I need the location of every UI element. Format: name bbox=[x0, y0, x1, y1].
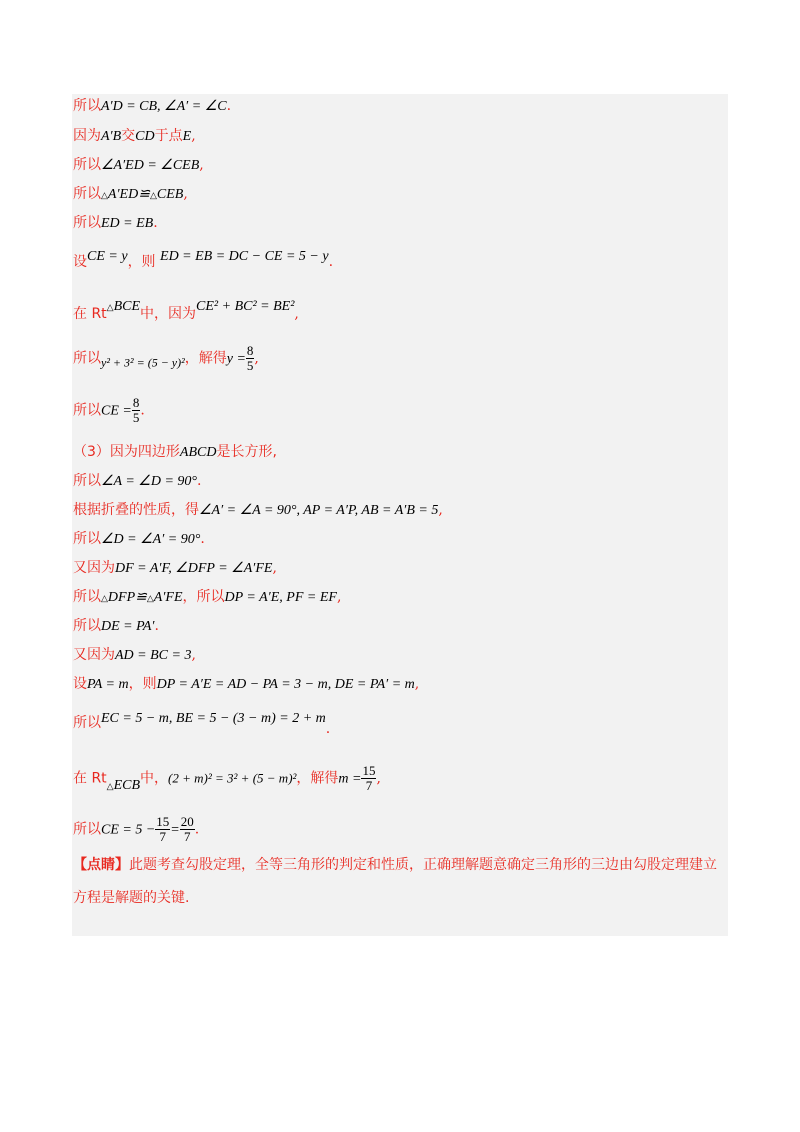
math-expression: (2 + m)² = 3² + (5 − m)² bbox=[168, 770, 297, 786]
math-variable: m = bbox=[338, 771, 362, 787]
fraction-denominator: 7 bbox=[365, 778, 373, 793]
punctuation: , bbox=[183, 186, 188, 202]
fraction-denominator: 7 bbox=[159, 829, 167, 844]
math-expression: ED = EB bbox=[101, 216, 154, 231]
key-point-note-continued bbox=[73, 889, 189, 907]
fraction-numerator: 20 bbox=[180, 814, 194, 829]
punctuation: . bbox=[140, 402, 145, 419]
step-line bbox=[73, 815, 199, 844]
triangle-icon: △ bbox=[101, 190, 108, 200]
step-line bbox=[73, 156, 204, 175]
math-expression: EC = 5 − m, BE = 5 − (3 − m) = 2 + m bbox=[101, 711, 326, 726]
math-expression: CE² + BC² = BE² bbox=[196, 299, 295, 314]
punctuation: , bbox=[272, 560, 277, 576]
triangle-icon: △ bbox=[101, 593, 108, 603]
step-prefix: 所以 bbox=[73, 98, 101, 114]
step-text: ，则 bbox=[127, 254, 156, 270]
punctuation: . bbox=[200, 531, 205, 547]
math-expression: ECB bbox=[113, 777, 141, 793]
math-expression: DFP≌ bbox=[107, 590, 147, 605]
step-prefix: 在 Rt bbox=[73, 770, 107, 787]
note-text: 方程是解题的关键. bbox=[73, 890, 190, 906]
step-line bbox=[73, 443, 277, 462]
math-expression: ∠D = ∠A′ = 90° bbox=[101, 532, 201, 547]
punctuation: . bbox=[153, 215, 158, 231]
math-expression: DF = A′F, ∠DFP = ∠A′FE bbox=[115, 561, 273, 576]
fraction-denominator: 5 bbox=[246, 358, 254, 373]
step-prefix: 因为 bbox=[73, 128, 101, 144]
punctuation: . bbox=[226, 98, 232, 114]
punctuation: , bbox=[294, 306, 299, 322]
step-line bbox=[73, 396, 145, 425]
step-line bbox=[73, 97, 231, 116]
fraction bbox=[361, 764, 376, 793]
math-expression: PA = m bbox=[87, 677, 129, 692]
punctuation: , bbox=[376, 770, 381, 787]
punctuation: . bbox=[197, 473, 202, 489]
triangle-icon: △ bbox=[106, 780, 114, 791]
step-prefix: 又因为 bbox=[73, 647, 115, 663]
step-prefix: 又因为 bbox=[73, 560, 115, 576]
step-text: ，所以 bbox=[182, 589, 225, 605]
step-line bbox=[73, 214, 158, 233]
math-expression: ABCD bbox=[179, 445, 217, 460]
math-expression: ∠A = ∠D = 90° bbox=[101, 474, 198, 489]
math-variable: y = bbox=[226, 351, 246, 367]
punctuation: , bbox=[191, 128, 196, 144]
math-expression: A′D = CB, ∠A′ = ∠C bbox=[101, 99, 227, 114]
step-line bbox=[73, 185, 188, 204]
math-expression: CE = y bbox=[87, 249, 128, 264]
step-text: ，解得 bbox=[184, 350, 227, 367]
fraction-numerator: 8 bbox=[132, 395, 140, 410]
step-prefix: 所以 bbox=[73, 157, 101, 173]
step-line bbox=[73, 298, 299, 323]
fraction-denominator: 5 bbox=[132, 410, 140, 425]
step-text: ，则 bbox=[128, 676, 157, 692]
step-line bbox=[73, 248, 333, 271]
step-prefix: 所以 bbox=[73, 531, 101, 547]
math-expression: DP = A′E, PF = EF bbox=[224, 590, 337, 605]
punctuation: , bbox=[336, 589, 342, 605]
step-prefix: 根据折叠的性质，得 bbox=[73, 502, 199, 518]
math-expression: A′FE bbox=[153, 590, 183, 605]
step-text: 是长方形, bbox=[216, 444, 277, 460]
punctuation: . bbox=[194, 821, 200, 838]
step-line bbox=[73, 472, 201, 491]
key-point-note bbox=[73, 856, 717, 874]
math-expression: CD bbox=[135, 129, 155, 144]
step-text: 中， bbox=[140, 770, 169, 787]
punctuation: , bbox=[438, 502, 443, 518]
punctuation: . bbox=[328, 254, 334, 270]
step-line bbox=[73, 559, 277, 578]
step-prefix: 所以 bbox=[73, 821, 101, 838]
punctuation: , bbox=[191, 647, 196, 663]
step-text: 交 bbox=[121, 128, 136, 144]
math-expression: AD = BC = 3 bbox=[115, 648, 192, 663]
math-expression: ∠A′ = ∠A = 90°, AP = A′P, AB = A′B = 5 bbox=[199, 503, 439, 518]
step-line bbox=[73, 530, 205, 549]
step-prefix: 设 bbox=[73, 676, 87, 692]
step-prefix: 所以 bbox=[73, 589, 101, 605]
step-line bbox=[73, 764, 381, 795]
step-prefix: 所以 bbox=[73, 618, 101, 634]
math-expression: y² + 3² = (5 − y)² bbox=[101, 355, 185, 370]
step-prefix: 所以 bbox=[73, 402, 101, 419]
triangle-icon: △ bbox=[106, 302, 114, 312]
step-line bbox=[73, 344, 259, 373]
step-prefix: 所以 bbox=[73, 350, 101, 367]
math-expression: A′B bbox=[101, 129, 122, 144]
fraction-numerator: 8 bbox=[246, 343, 254, 358]
math-expression: DP = A′E = AD − PA = 3 − m, DE = PA′ = m bbox=[156, 677, 415, 692]
step-prefix: 所以 bbox=[73, 215, 101, 231]
step-prefix: 设 bbox=[73, 254, 87, 270]
math-expression: E bbox=[182, 129, 192, 144]
note-text: 此题考查勾股定理，全等三角形的判定和性质，正确理解题意确定三角形的三边由勾股定理建立 bbox=[129, 857, 717, 873]
math-expression: ∠A′ED = ∠CEB bbox=[101, 158, 200, 173]
triangle-icon: △ bbox=[149, 190, 157, 200]
math-expression: CEB bbox=[156, 187, 184, 202]
fraction-denominator: 7 bbox=[184, 829, 191, 844]
step-line bbox=[73, 646, 196, 665]
math-expression: A′ED≌ bbox=[107, 187, 150, 202]
math-variable: CE = 5 − bbox=[101, 822, 156, 838]
step-line bbox=[73, 127, 196, 146]
punctuation: . bbox=[154, 618, 159, 634]
step-line bbox=[73, 588, 341, 607]
math-expression: DE = PA′ bbox=[101, 619, 155, 634]
step-prefix: 所以 bbox=[73, 473, 101, 489]
step-text: 中，因为 bbox=[140, 306, 197, 322]
note-label: 【点睛】 bbox=[73, 857, 129, 873]
math-expression: ED = EB = DC − CE = 5 − y bbox=[160, 249, 329, 264]
fraction-numerator: 15 bbox=[156, 814, 170, 829]
punctuation: , bbox=[414, 676, 420, 692]
step-line bbox=[73, 501, 443, 520]
step-prefix: （3）因为四边形 bbox=[73, 444, 180, 460]
step-prefix: 所以 bbox=[73, 186, 101, 202]
punctuation: , bbox=[254, 350, 259, 367]
step-prefix: 在 Rt bbox=[73, 306, 107, 322]
punctuation: . bbox=[325, 721, 331, 737]
step-text: 于点 bbox=[154, 128, 183, 144]
math-variable: CE = bbox=[101, 403, 132, 419]
fraction-numerator: 15 bbox=[362, 763, 376, 778]
step-text: ，解得 bbox=[296, 770, 339, 787]
step-line bbox=[73, 710, 330, 738]
step-line bbox=[73, 675, 419, 694]
math-operator: = bbox=[170, 822, 180, 838]
fraction bbox=[180, 815, 195, 844]
triangle-icon: △ bbox=[146, 593, 154, 603]
math-expression: BCE bbox=[113, 299, 141, 314]
step-prefix: 所以 bbox=[73, 715, 101, 731]
step-line bbox=[73, 617, 159, 636]
fraction bbox=[155, 815, 170, 844]
punctuation: , bbox=[199, 157, 204, 173]
